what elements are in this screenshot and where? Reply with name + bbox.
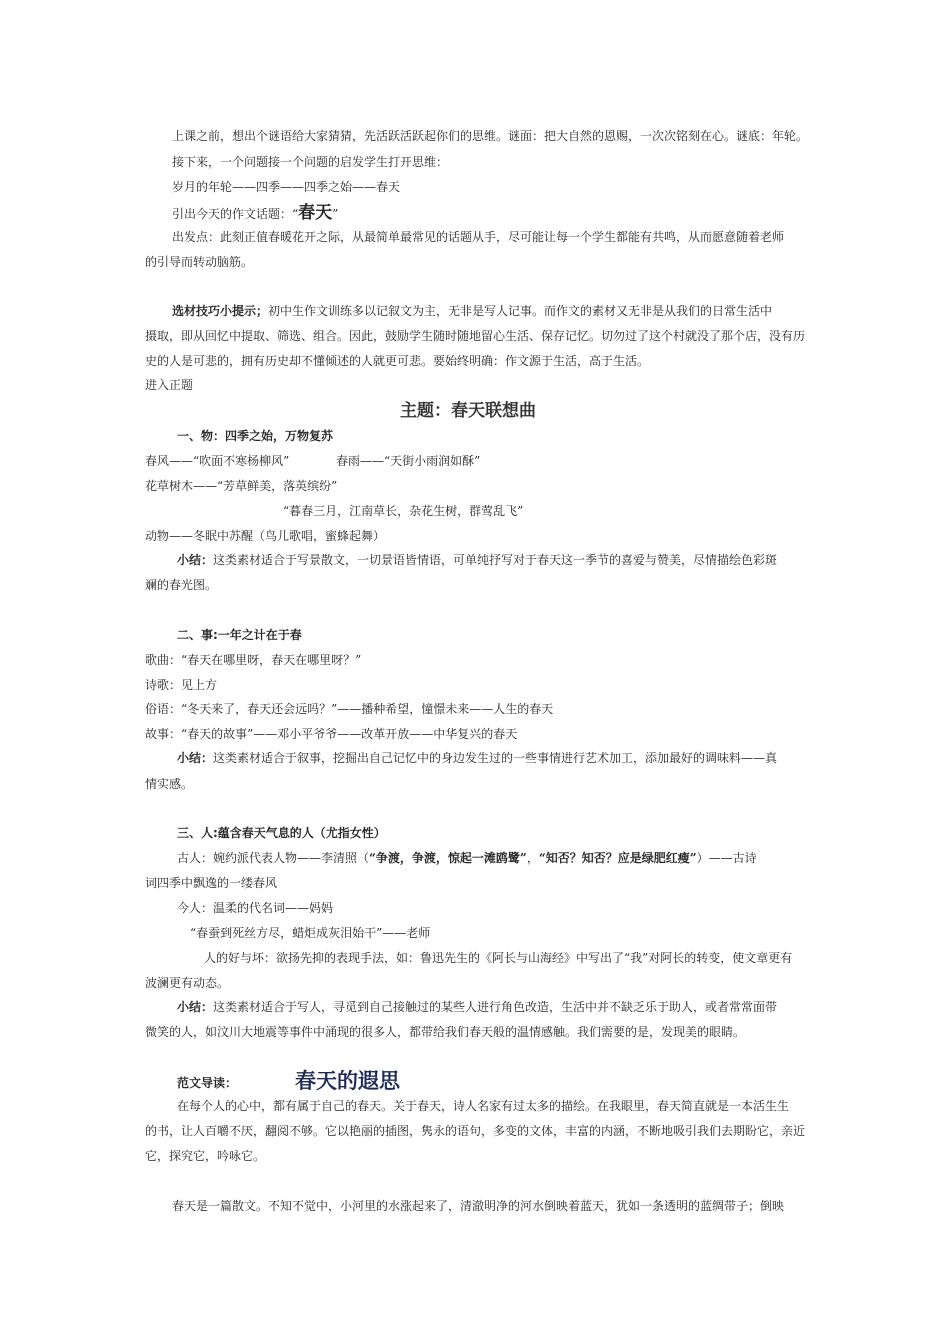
- section3-summary-label: 小结：: [177, 1000, 214, 1014]
- section2-summary-text1: 这类素材适合于叙事，挖掘出自己记忆中的身边发生过的一些事情进行艺术加工，添加最好的调味料——真: [213, 751, 778, 765]
- section2-summary-label: 小结：: [177, 751, 214, 765]
- section3-ancient-comma: ，: [526, 851, 539, 865]
- reading-label: 范文导读：: [177, 1076, 238, 1090]
- tips-text1: 初中生作文训练多以记叙文为主，无非是写人记事。而作文的素材又无非是从我们的日常生活中: [268, 304, 773, 318]
- section1-animals: 动物——冬眠中苏醒（鸟儿歌唱，蜜蜂起舞）: [145, 529, 386, 543]
- section2-heading: 二、事:一年之计在于春: [177, 628, 302, 642]
- section2-song: 歌曲：“春天在哪里呀，春天在哪里呀？”: [145, 653, 362, 667]
- section3-ancient-quote1: “争渡，争渡，惊起一滩鸥鹭”: [369, 851, 527, 865]
- section3-heading: 三、人:蕴含春天气息的人（尤指女性）: [177, 826, 386, 840]
- intro-topic-line: [172, 205, 338, 222]
- section1-summary-text1: 这类素材适合于写景散文，一切景语皆情语，可单纯抒写对于春天这一季节的喜爱与赞美，尽情描绘色彩斑: [213, 553, 778, 567]
- essay-title: 春天的遐思: [295, 1069, 400, 1093]
- intro-riddle: 上课之前，想出个谜语给大家猜猜，先活跃活跃起你们的思维。谜面：把大自然的恩赐，一次次铭刻在心。谜底：年轮。: [172, 129, 809, 143]
- section3-modern: 今人：温柔的代名词——妈妈: [177, 901, 334, 915]
- intro-topic-prefix: 引出今天的作文话题：: [172, 207, 293, 221]
- section3-good-bad-line2: 波澜更有动态。: [145, 976, 230, 990]
- section1-plants: 花草树木——“芳草鲜美，落英缤纷”: [145, 479, 338, 493]
- essay-para1-line3: 它，探究它，吟咏它。: [145, 1149, 266, 1163]
- starting-point-line1: 出发点：此刻正值春暖花开之际，从最简单最常见的话题从手，尽可能让每一个学生都能有共鸣，从而愿意随着老师: [172, 230, 785, 244]
- intro-topic-word: 春天: [298, 203, 333, 223]
- section1-heading: 一、物：四季之始，万物复苏: [177, 429, 334, 443]
- section1-summary-label: 小结：: [177, 553, 214, 567]
- intro-topic-quote-open: “: [292, 207, 299, 221]
- section2-poem: 诗歌：见上方: [145, 678, 218, 692]
- section1-summary-line1: [177, 552, 777, 568]
- intro-question-chain: 接下来，一个问题接一个问题的启发学生打开思维：: [172, 155, 449, 169]
- section1-spring-wind: 春风——“吹面不寒杨柳风”: [145, 454, 290, 468]
- essay-para1-line2: 的书，让人百嚼不厌，翻阅不够。它以艳丽的插图，隽永的语句，多变的文体，丰富的内涵，不断地吸引我们去期盼它，亲近: [145, 1124, 806, 1138]
- tips-line3: 史的人是可悲的，拥有历史却不懂倾述的人就更可悲。要始终明确：作文源于生活，高于生活。: [145, 354, 650, 368]
- section3-ancient-line1: [177, 850, 757, 866]
- section2-story: 故事：“春天的故事”——邓小平爷爷——改革开放——中华复兴的春天: [145, 727, 518, 741]
- section3-ancient-quote2: “知否？知否？应是绿肥红瘦”: [538, 851, 697, 865]
- section3-summary-line2: 微笑的人，如汶川大地震等事件中涌现的很多人，都带给我们春天般的温情感触。我们需要的是，发现美的眼睛。: [145, 1025, 746, 1039]
- section1-late-spring: “暮春三月，江南草长，杂花生树，群莺乱飞”: [283, 504, 524, 518]
- section3-ancient-line2: 词四季中飘逸的一缕春风: [145, 876, 278, 890]
- section3-summary-text1: 这类素材适合于写人，寻觅到自己接触过的某些人进行角色改造，生活中并不缺乏乐于助人，或者常常面带: [213, 1000, 778, 1014]
- section1-spring-rain: 春雨——“天街小雨润如酥”: [336, 454, 481, 468]
- section3-ancient-suffix: ）——古诗: [696, 851, 757, 865]
- starting-point-line2: 的引导而转动脑筋。: [145, 255, 254, 269]
- tips-label: 选材技巧小提示；: [172, 304, 269, 318]
- intro-topic-quote-close: ”: [332, 207, 339, 221]
- tips-line1: [172, 303, 772, 319]
- section2-summary-line2: 情实感。: [145, 777, 194, 791]
- tips-line2: 摄取，即从回忆中提取、筛选、组合。因此，鼓励学生随时随地留心生活、保存记忆。切勿过了这个村就没了那个店，没有历: [145, 329, 806, 343]
- essay-para1-line1: 在每个人的心中，都有属于自己的春天。关于春天，诗人名家有过太多的描绘。在我眼里，春天简直就是一本活生生: [177, 1099, 790, 1113]
- section1-summary-line2: 斓的春光图。: [145, 578, 218, 592]
- section2-summary-line1: [177, 750, 777, 766]
- section3-ancient-prefix: 古人：婉约派代表人物——李清照（: [177, 851, 370, 865]
- section3-summary-line1: [177, 999, 777, 1015]
- enter-topic: 进入正题: [145, 378, 194, 392]
- main-title: 主题：春天联想曲: [400, 401, 536, 421]
- section2-proverb: 俗语：“冬天来了，春天还会远吗？”——播种希望，憧憬未来——人生的春天: [145, 702, 554, 716]
- section3-good-bad-line1: 人的好与坏：欲扬先抑的表现手法，如：鲁迅先生的《阿长与山海经》中写出了“我”对阿长的转变，使文章更有: [204, 951, 793, 965]
- intro-year-ring-chain: 岁月的年轮——四季——四季之始——春天: [172, 180, 401, 194]
- section3-teacher: “春蚕到死丝方尽，蜡炬成灰泪始干”——老师: [190, 926, 431, 940]
- essay-para2-line1: 春天是一篇散文。不知不觉中，小河里的水涨起来了，清澈明净的河水倒映着蓝天，犹如一条透明的蓝绸带子；倒映: [172, 1199, 785, 1213]
